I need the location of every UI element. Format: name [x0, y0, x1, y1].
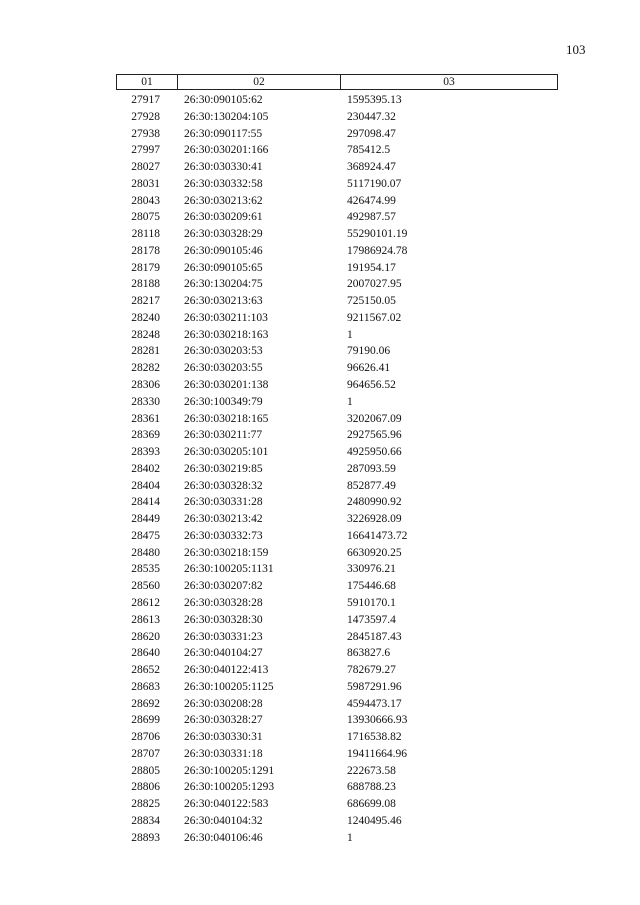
table-row [116, 377, 558, 394]
cadastral-number-cell: 26:30:030328:29 [184, 228, 263, 241]
id-cell: 28449 [131, 513, 160, 526]
value-cell: 3226928.09 [347, 513, 402, 526]
id-cell: 28825 [131, 798, 160, 811]
id-cell: 28475 [131, 529, 160, 542]
id-cell: 28031 [131, 177, 160, 190]
table-row [116, 193, 558, 210]
cadastral-number-cell: 26:30:100205:1125 [184, 680, 274, 693]
table-row [116, 679, 558, 696]
table-row [116, 142, 558, 159]
cadastral-number-cell: 26:30:040106:46 [184, 831, 263, 844]
cadastral-number-cell: 26:30:030332:58 [184, 177, 263, 190]
cadastral-number-cell: 26:30:030218:165 [184, 412, 269, 425]
table-row [116, 427, 558, 444]
cadastral-number-cell: 26:30:030207:82 [184, 580, 263, 593]
table-row [116, 478, 558, 495]
value-cell: 4925950.66 [347, 446, 402, 459]
cadastral-number-cell: 26:30:030203:53 [184, 345, 263, 358]
id-cell: 28414 [131, 496, 160, 509]
cadastral-number-cell: 26:30:030330:31 [184, 731, 263, 744]
cadastral-number-cell: 26:30:030213:62 [184, 194, 263, 207]
table-row [116, 645, 558, 662]
id-cell: 28480 [131, 546, 160, 559]
id-cell: 28620 [131, 630, 160, 643]
cadastral-number-cell: 26:30:090105:46 [184, 244, 263, 257]
table-body [116, 92, 558, 846]
id-cell: 28640 [131, 647, 160, 660]
id-cell: 28692 [131, 697, 160, 710]
cadastral-number-cell: 26:30:130204:105 [184, 110, 269, 123]
value-cell: 2927565.96 [347, 429, 402, 442]
cadastral-number-cell: 26:30:030219:85 [184, 462, 263, 475]
id-cell: 28613 [131, 613, 160, 626]
table-row [116, 159, 558, 176]
value-cell: 191954.17 [347, 261, 396, 274]
id-cell: 28248 [131, 328, 160, 341]
id-cell: 28806 [131, 781, 160, 794]
table-row [116, 394, 558, 411]
id-cell: 28369 [131, 429, 160, 442]
table-row [116, 696, 558, 713]
table-row [116, 612, 558, 629]
value-cell: 368924.47 [347, 161, 396, 174]
page-number: 103 [566, 42, 586, 57]
cadastral-number-cell: 26:30:030331:18 [184, 747, 263, 760]
value-cell: 1595395.13 [347, 94, 402, 106]
id-cell: 28330 [131, 395, 160, 408]
value-cell: 2007027.95 [347, 278, 402, 291]
id-cell: 27917 [131, 94, 160, 106]
cadastral-number-cell: 26:30:030213:63 [184, 295, 263, 308]
value-cell: 330976.21 [347, 563, 396, 576]
value-cell: 175446.68 [347, 580, 396, 593]
table-row [116, 561, 558, 578]
cadastral-number-cell: 26:30:030213:42 [184, 513, 263, 526]
id-cell: 28699 [131, 714, 160, 727]
value-cell: 222673.58 [347, 764, 396, 777]
cadastral-number-cell: 26:30:090117:55 [184, 127, 263, 140]
table-row [116, 796, 558, 813]
table-row [116, 260, 558, 277]
cadastral-number-cell: 26:30:030328:28 [184, 596, 263, 609]
cadastral-number-cell: 26:30:030205:101 [184, 446, 269, 459]
value-cell: 13930666.93 [347, 714, 408, 727]
table-row [116, 779, 558, 796]
value-cell: 782679.27 [347, 664, 396, 677]
value-cell: 1240495.46 [347, 814, 402, 827]
value-cell: 297098.47 [347, 127, 396, 140]
id-cell: 28179 [131, 261, 160, 274]
value-cell: 2845187.43 [347, 630, 402, 643]
value-cell: 4594473.17 [347, 697, 402, 710]
cadastral-number-cell: 26:30:040122:583 [184, 798, 269, 811]
table-header [116, 74, 558, 90]
id-cell: 28027 [131, 161, 160, 174]
id-cell: 28306 [131, 379, 160, 392]
id-cell: 28118 [131, 228, 160, 241]
id-cell: 28683 [131, 680, 160, 693]
cadastral-number-cell: 26:30:030201:138 [184, 379, 269, 392]
value-cell: 1 [347, 831, 353, 844]
cadastral-number-cell: 26:30:030332:73 [184, 529, 263, 542]
cadastral-number-cell: 26:30:030328:27 [184, 714, 263, 727]
cadastral-number-cell: 26:30:090105:62 [184, 94, 263, 106]
cadastral-number-cell: 26:30:030330:41 [184, 161, 263, 174]
cadastral-number-cell: 26:30:030328:32 [184, 479, 263, 492]
table-row [116, 209, 558, 226]
value-cell: 5117190.07 [347, 177, 402, 190]
value-cell: 55290101.19 [347, 228, 408, 241]
table-row [116, 343, 558, 360]
cadastral-number-cell: 26:30:090105:65 [184, 261, 263, 274]
cadastral-number-cell: 26:30:100205:1291 [184, 764, 275, 777]
cadastral-number-cell: 26:30:030331:23 [184, 630, 263, 643]
id-cell: 28240 [131, 311, 160, 324]
value-cell: 852877.49 [347, 479, 396, 492]
value-cell: 492987.57 [347, 211, 396, 224]
value-cell: 2480990.92 [347, 496, 402, 509]
table-row [116, 578, 558, 595]
table-row [116, 276, 558, 293]
table-row [116, 92, 558, 109]
cadastral-number-cell: 26:30:040104:27 [184, 647, 263, 660]
id-cell: 28834 [131, 814, 160, 827]
table-row [116, 327, 558, 344]
value-cell: 1716538.82 [347, 731, 402, 744]
table-row [116, 712, 558, 729]
cadastral-number-cell: 26:30:030211:103 [184, 311, 268, 324]
id-cell: 27928 [131, 110, 160, 123]
table-row [116, 226, 558, 243]
value-cell: 230447.32 [347, 110, 396, 123]
table-row [116, 595, 558, 612]
value-cell: 686699.08 [347, 798, 396, 811]
id-cell: 28281 [131, 345, 160, 358]
id-cell: 28612 [131, 596, 160, 609]
value-cell: 17986924.78 [347, 244, 408, 257]
value-cell: 79190.06 [347, 345, 391, 358]
value-cell: 6630920.25 [347, 546, 402, 559]
cadastral-number-cell: 26:30:100349:79 [184, 395, 263, 408]
cadastral-number-cell: 26:30:130204:75 [184, 278, 263, 291]
cadastral-number-cell: 26:30:030201:166 [184, 144, 269, 157]
cadastral-number-cell: 26:30:030211:77 [184, 429, 263, 442]
value-cell: 785412.5 [347, 144, 391, 157]
id-cell: 27938 [131, 127, 160, 140]
value-cell: 1 [347, 395, 353, 408]
value-cell: 9211567.02 [347, 311, 402, 324]
id-cell: 28217 [131, 295, 160, 308]
id-cell: 28706 [131, 731, 160, 744]
table-row [116, 126, 558, 143]
table-row [116, 729, 558, 746]
table-row [116, 511, 558, 528]
value-cell: 19411664.96 [347, 747, 407, 760]
cadastral-number-cell: 26:30:030209:61 [184, 211, 263, 224]
table-row [116, 830, 558, 847]
column-header-03: 03 [443, 76, 455, 88]
table-row [116, 813, 558, 830]
id-cell: 28535 [131, 563, 160, 576]
id-cell: 28404 [131, 479, 160, 492]
id-cell: 28361 [131, 412, 160, 425]
cadastral-number-cell: 26:30:040122:413 [184, 664, 269, 677]
value-cell: 1 [347, 328, 353, 341]
id-cell: 28043 [131, 194, 160, 207]
table-row [116, 109, 558, 126]
cadastral-number-cell: 26:30:030203:55 [184, 362, 263, 375]
cadastral-number-cell: 26:30:100205:1293 [184, 781, 275, 794]
id-cell: 27997 [131, 144, 160, 157]
id-cell: 28893 [131, 831, 160, 844]
table-row [116, 360, 558, 377]
value-cell: 688788.23 [347, 781, 396, 794]
id-cell: 28188 [131, 278, 160, 291]
table-row [116, 243, 558, 260]
value-cell: 725150.05 [347, 295, 396, 308]
value-cell: 426474.99 [347, 194, 396, 207]
value-cell: 1473597.4 [347, 613, 396, 626]
column-header-02: 02 [178, 75, 341, 89]
value-cell: 964656.52 [347, 379, 396, 392]
table-row [116, 444, 558, 461]
value-cell: 16641473.72 [347, 529, 408, 542]
table-row [116, 662, 558, 679]
cadastral-number-cell: 26:30:030328:30 [184, 613, 263, 626]
id-cell: 28652 [131, 664, 160, 677]
cadastral-number-cell: 26:30:100205:1131 [184, 563, 274, 576]
table-row [116, 494, 558, 511]
cadastral-number-cell: 26:30:030218:159 [184, 546, 269, 559]
id-cell: 28707 [131, 747, 160, 760]
cadastral-number-cell: 26:30:030208:28 [184, 697, 263, 710]
cadastral-number-cell: 26:30:030218:163 [184, 328, 269, 341]
id-cell: 28178 [131, 244, 160, 257]
table-row [116, 461, 558, 478]
table-row [116, 411, 558, 428]
table-row [116, 528, 558, 545]
cadastral-number-cell: 26:30:030331:28 [184, 496, 263, 509]
table-row [116, 746, 558, 763]
table-row [116, 293, 558, 310]
id-cell: 28805 [131, 764, 160, 777]
table-row [116, 545, 558, 562]
table-row [116, 763, 558, 780]
id-cell: 28560 [131, 580, 160, 593]
id-cell: 28075 [131, 211, 160, 224]
value-cell: 5910170.1 [347, 596, 396, 609]
id-cell: 28393 [131, 446, 160, 459]
value-cell: 863827.6 [347, 647, 391, 660]
value-cell: 3202067.09 [347, 412, 402, 425]
table-row [116, 176, 558, 193]
column-header-01: 01 [117, 75, 178, 89]
value-cell: 5987291.96 [347, 680, 402, 693]
id-cell: 28282 [131, 362, 160, 375]
table-row [116, 629, 558, 646]
cadastral-number-cell: 26:30:040104:32 [184, 814, 263, 827]
value-cell: 287093.59 [347, 462, 396, 475]
id-cell: 28402 [131, 462, 160, 475]
value-cell: 96626.41 [347, 362, 391, 375]
table-row [116, 310, 558, 327]
